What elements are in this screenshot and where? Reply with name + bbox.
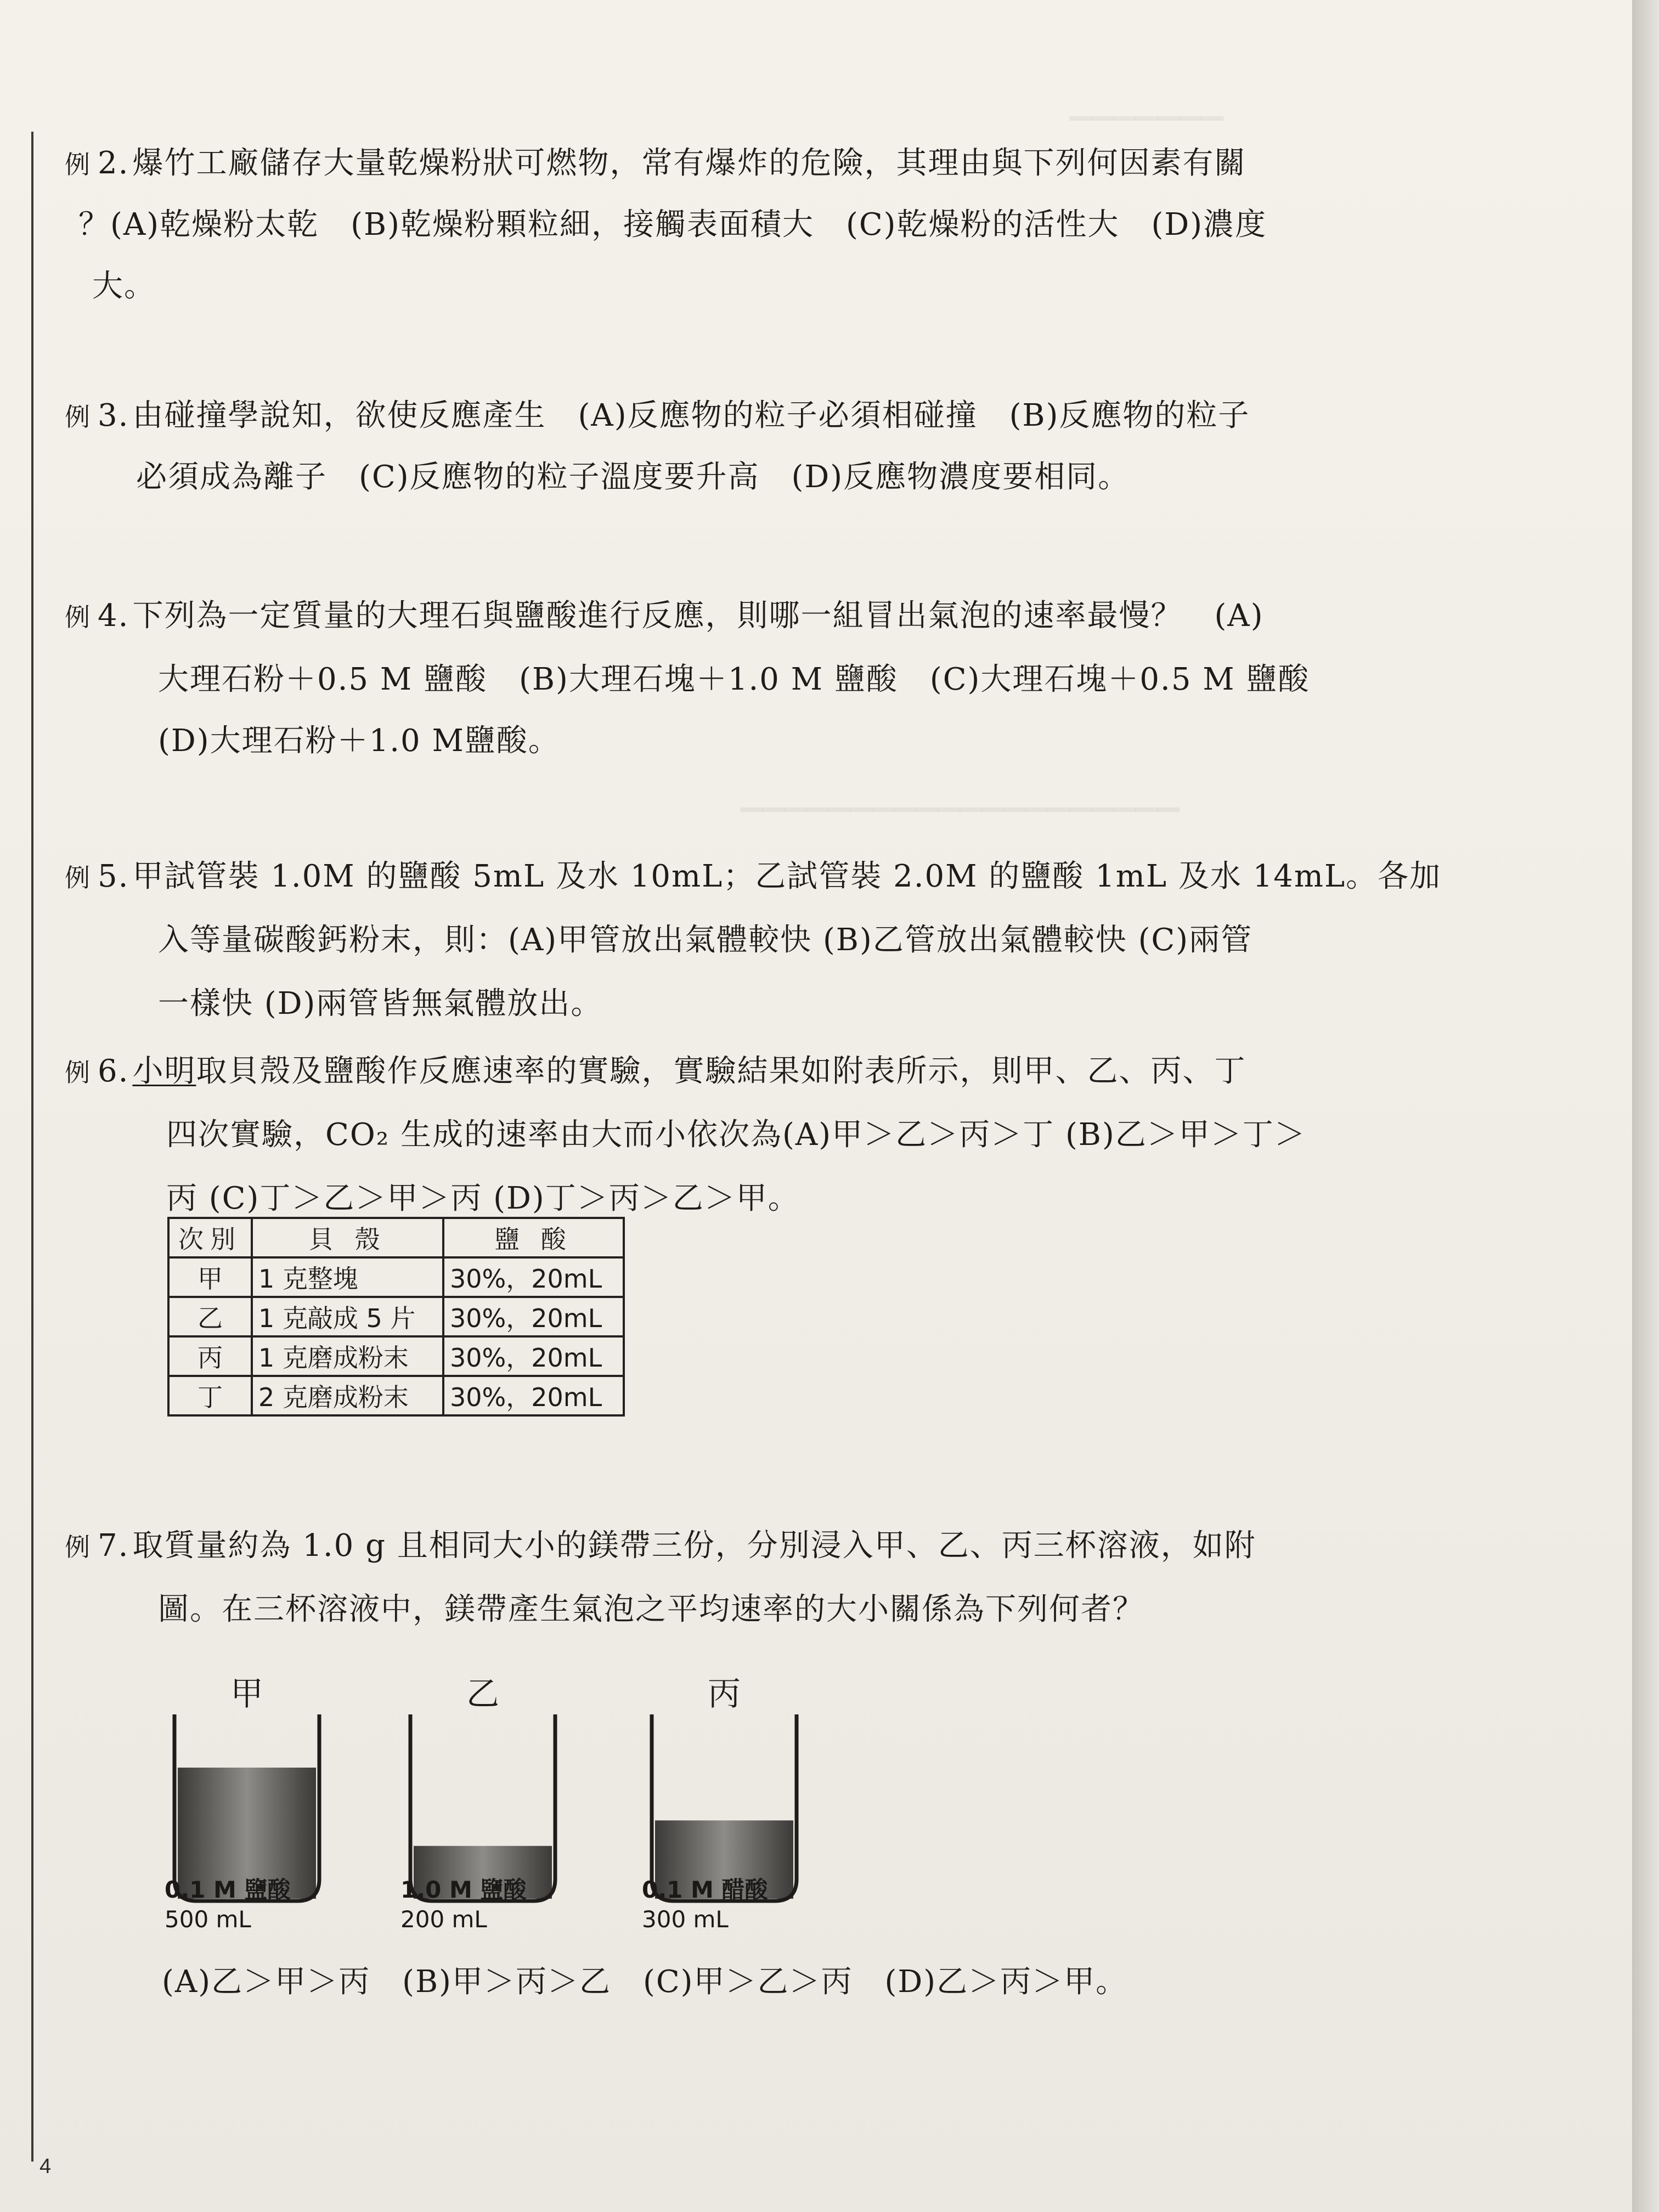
table-header-row (168, 1218, 624, 1257)
question-prefix: 例 (65, 1058, 91, 1087)
question-line (65, 268, 1557, 304)
table-cell: 1 克敲成 5 片 (252, 1297, 443, 1336)
table-header-cell: 次別 (168, 1218, 252, 1257)
question-text: 取質量約為 1.0 g 且相同大小的鎂帶三份，分別浸入甲、乙、丙三杯溶液，如附 (132, 1528, 1256, 1564)
bleed-through-mark: ▁▁▁▁▁▁▁▁▁▁▁▁▁▁▁▁▁▁▁▁ (741, 779, 1180, 812)
question-4 (65, 598, 1557, 759)
question-line (65, 1053, 1557, 1089)
table-header-cell: 貝 殼 (252, 1218, 443, 1257)
table-cell: 甲 (168, 1257, 252, 1297)
question-text: 取貝殼及鹽酸作反應速率的實驗，實驗結果如附表所示，則甲、乙、丙、丁 (196, 1053, 1246, 1089)
student-name: 小明 (132, 1053, 196, 1089)
beaker-caption (165, 1875, 290, 1934)
question-text: 下列為一定質量的大理石與鹽酸進行反應，則哪一組冒出氣泡的速率最慢？ (A) (132, 598, 1264, 634)
question-6 (65, 1053, 1557, 1216)
question-line (65, 986, 1557, 1022)
question-line (65, 1117, 1557, 1153)
question-line (65, 207, 1557, 242)
table-cell: 30%，20mL (443, 1297, 624, 1336)
table-cell: 丙 (168, 1336, 252, 1376)
question-line (65, 1594, 1557, 1625)
paper-edge-shadow (1632, 0, 1659, 2212)
volume-label: 200 mL (400, 1906, 487, 1933)
question-prefix: 例 (65, 1532, 91, 1562)
question-2 (65, 145, 1557, 304)
question-text: (D)大理石粉＋1.0 M鹽酸。 (158, 723, 560, 759)
q7-options: (A)乙＞甲＞丙 (B)甲＞丙＞乙 (C)甲＞乙＞丙 (D)乙＞丙＞甲。 (162, 1964, 1128, 2000)
question-prefix: 例 (65, 863, 91, 893)
question-number: 5. (98, 859, 129, 894)
page-number: 4 (40, 2155, 52, 2178)
table-cell: 30%，20mL (443, 1257, 624, 1297)
table-cell: 2 克磨成粉末 (252, 1376, 443, 1415)
volume-label: 500 mL (165, 1906, 251, 1933)
beaker-label: 乙 (466, 1675, 499, 1713)
question-text: 丙 (C)丁＞乙＞甲＞丙 (D)丁＞丙＞乙＞甲。 (166, 1181, 800, 1216)
question-number: 6. (98, 1053, 129, 1089)
question-line (65, 400, 1557, 431)
question-text: 一樣快 (D)兩管皆無氣體放出。 (158, 986, 603, 1022)
question-prefix: 例 (65, 150, 91, 179)
question-line (65, 598, 1557, 634)
beaker-caption (400, 1875, 526, 1934)
question-number: 4. (98, 598, 129, 634)
question-text: 爆竹工廠儲存大量乾燥粉狀可燃物，常有爆炸的危險，其理由與下列何因素有關 (132, 145, 1246, 181)
question-text: 由碰撞學說知，欲使反應產生 (A)反應物的粒子必須相碰撞 (B)反應物的粒子 (132, 398, 1250, 433)
question-text: 四次實驗，CO₂ 生成的速率由大而小依次為(A)甲＞乙＞丙＞丁 (B)乙＞甲＞丁＞ (166, 1117, 1306, 1153)
beaker-label: 丙 (708, 1675, 741, 1713)
question-line (65, 723, 1557, 759)
question-text: 大。 (92, 268, 156, 304)
question-number: 3. (98, 398, 129, 433)
question-text: 入等量碳酸鈣粉末，則：(A)甲管放出氣體較快 (B)乙管放出氣體較快 (C)兩管 (158, 922, 1253, 958)
question-5 (65, 859, 1557, 1022)
question-line (65, 861, 1557, 892)
solution-label: 1.0 M 鹽酸 (400, 1876, 527, 1903)
bleed-through-mark: ▁▁▁▁▁▁▁ (1070, 88, 1223, 121)
question-line (65, 922, 1557, 958)
question-line (65, 1183, 1557, 1214)
question-line (65, 145, 1557, 181)
question-prefix: 例 (65, 602, 91, 632)
question-text: ？(A)乾燥粉太乾 (B)乾燥粉顆粒細，接觸表面積大 (C)乾燥粉的活性大 (D)濃度 (78, 207, 1267, 242)
table-cell: 1 克整塊 (252, 1257, 443, 1297)
table-row (168, 1257, 624, 1297)
question-prefix: 例 (65, 402, 91, 432)
table-row (168, 1336, 624, 1376)
margin-rule (31, 132, 33, 2162)
question-text: 圖。在三杯溶液中，鎂帶產生氣泡之平均速率的大小關係為下列何者？ (158, 1592, 1144, 1627)
table-row (168, 1376, 624, 1415)
solution-label: 0.1 M 醋酸 (642, 1876, 768, 1903)
beaker-label: 甲 (230, 1675, 263, 1713)
question-7 (65, 1528, 1557, 1627)
question-line (65, 459, 1557, 495)
question-text: 甲試管裝 1.0M 的鹽酸 5mL 及水 10mL；乙試管裝 2.0M 的鹽酸 1mL 及水 14mL。各加 (132, 859, 1442, 894)
table-row (168, 1297, 624, 1336)
experiment-table (167, 1217, 625, 1417)
table-header-cell: 鹽 酸 (443, 1218, 624, 1257)
beaker-caption (642, 1875, 768, 1934)
question-line (65, 664, 1557, 695)
question-text: 必須成為離子 (C)反應物的粒子溫度要升高 (D)反應物濃度要相同。 (136, 459, 1130, 495)
question-number: 2. (98, 145, 129, 181)
volume-label: 300 mL (642, 1906, 729, 1933)
table-cell: 1 克磨成粉末 (252, 1336, 443, 1376)
question-number: 7. (98, 1528, 129, 1564)
table-cell: 30%，20mL (443, 1336, 624, 1376)
question-line (65, 1528, 1557, 1564)
question-3 (65, 400, 1557, 493)
table-cell: 乙 (168, 1297, 252, 1336)
table-cell: 30%，20mL (443, 1376, 624, 1415)
question-text: 大理石粉＋0.5 M 鹽酸 (B)大理石塊＋1.0 M 鹽酸 (C)大理石塊＋0.5 M 鹽酸 (158, 662, 1310, 697)
table-cell: 丁 (168, 1376, 252, 1415)
solution-label: 0.1 M 鹽酸 (165, 1876, 291, 1903)
